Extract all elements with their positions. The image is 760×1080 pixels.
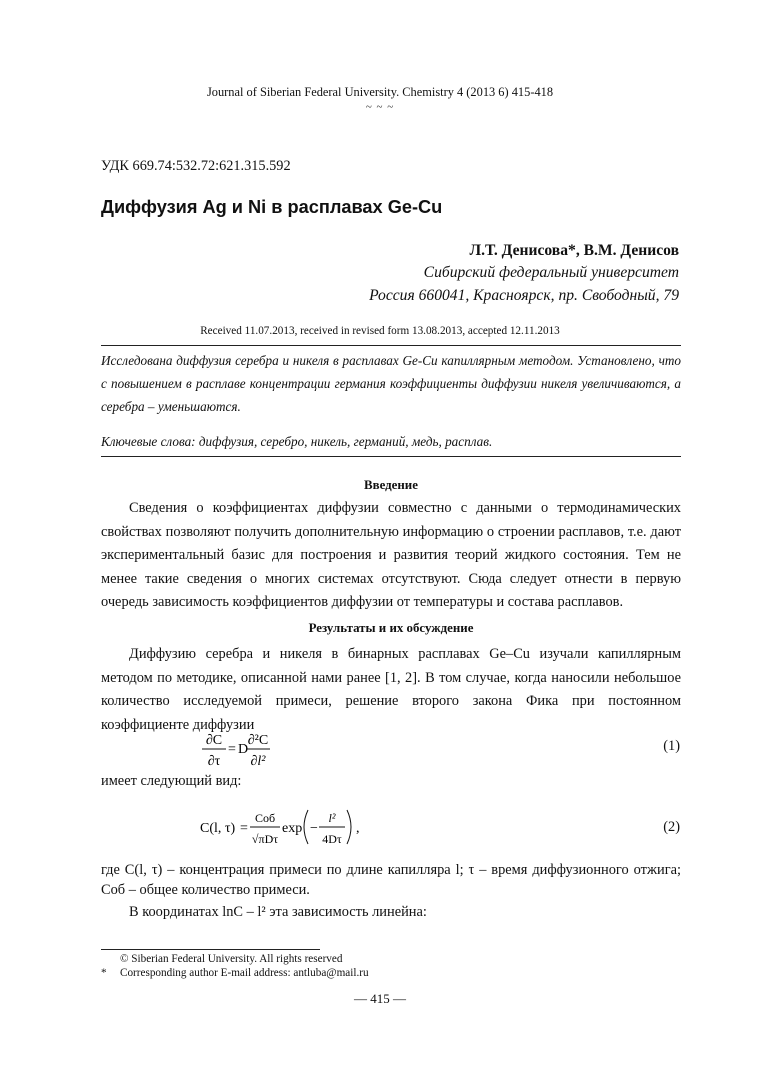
eq2-numer: Cоб xyxy=(254,811,276,825)
header-ornament: ~ ~ ~ xyxy=(365,101,395,113)
eq2-tail: , xyxy=(356,821,360,836)
eq1-denom-right: ∂l² xyxy=(250,754,266,769)
eq2-right-paren xyxy=(347,810,351,844)
journal-header: Journal of Siberian Federal University. Chemistry 4 (2013 6) 415-418 xyxy=(206,85,554,99)
authors: Л.Т. Денисова*, В.М. Денисов xyxy=(469,242,679,259)
footnote-rule xyxy=(101,949,320,950)
received-dates: Received 11.07.2013, received in revised form 13.08.2013, accepted 12.11.2013 xyxy=(200,325,560,337)
equation-1-number: (1) xyxy=(663,738,680,754)
eq1-equals: = xyxy=(228,742,236,757)
equation-1 xyxy=(190,726,300,774)
eq2-left-paren xyxy=(304,810,308,844)
results-paragraph: Диффузию серебра и никеля в бинарных расплавах Ge–Cu изучали капиллярным методом по методике, описанной нами ранее [1, 2]. В том случае, когда наносили небольшое количество исследуемой примеси, решение второго закона Фика при постоянном коэффициенте диффузии xyxy=(101,646,681,733)
eq1-numer-left: ∂C xyxy=(205,733,223,748)
footnote-corresponding: Corresponding author E-mail address: antluba@mail.ru xyxy=(120,967,369,979)
abstract: Исследована диффузия серебра и никеля в расплавах Ge-Cu капиллярным методом. Установлено, что с повышением в расплаве концентрации германия коэффициенты диффузии никеля увеличиваются, а серебра – уменьшаются. xyxy=(101,353,681,415)
udk-code: УДК 669.74:532.72:621.315.592 xyxy=(101,158,291,174)
abstract-top-rule xyxy=(101,345,681,346)
affiliation-line-1: Сибирский федеральный университет xyxy=(423,264,679,281)
footnote-mark: * xyxy=(101,967,107,979)
page-number: — 415 — xyxy=(354,991,406,1006)
section-heading-results: Результаты и их обсуждение xyxy=(308,621,474,635)
eq1-denom-left: ∂τ xyxy=(207,754,221,769)
eq1-coef: D xyxy=(238,742,249,757)
where-line-2: Cоб – общее количество примеси. xyxy=(101,882,310,898)
coords-line: В координатах lnC – l² эта зависимость линейна: xyxy=(129,904,427,920)
eq2-func: exp xyxy=(282,821,303,836)
where-line-1: где C(l, τ) – концентрация примеси по длине капилляра l; τ – время диффузионного отжига; xyxy=(101,862,681,878)
intro-paragraph: Сведения о коэффициентах диффузии совместно с данными о термодинамических свойствах позволяют получить дополнительную информацию о строении расплавов, т.е. дают экспериментальный базис для построения и развития теорий жидкого состояния. Тем не менее такие сведения о многих системах отсутствуют. Сюда следует отнести в первую очередь зависимость коэффициентов диффузии от температуры и состава расплавов. xyxy=(101,500,681,611)
eq2-lhs: C(l, τ) xyxy=(200,821,236,836)
eq1-numer-right: ∂²C xyxy=(247,733,269,748)
article-title: Диффузия Ag и Ni в расплавах Ge-Cu xyxy=(101,197,443,217)
equation-2-number: (2) xyxy=(663,819,680,835)
equation-2 xyxy=(196,804,376,852)
eq2-minus: − xyxy=(310,821,318,836)
affiliation-line-2: Россия 660041, Красноярск, пр. Свободный, 79 xyxy=(369,287,679,304)
eq2-equals: = xyxy=(240,821,248,836)
section-heading-intro: Введение xyxy=(364,478,418,492)
eq2-exp-numer: l² xyxy=(328,811,336,825)
eq1-followup-text: имеет следующий вид: xyxy=(101,773,242,789)
footnote-copyright: © Siberian Federal University. All rights reserved xyxy=(120,953,343,965)
eq2-denom: √πDτ xyxy=(251,832,279,846)
abstract-bottom-rule xyxy=(101,456,681,457)
eq2-exp-denom: 4Dτ xyxy=(322,832,342,846)
keywords: Ключевые слова: диффузия, серебро, никель, германий, медь, расплав. xyxy=(101,434,493,449)
